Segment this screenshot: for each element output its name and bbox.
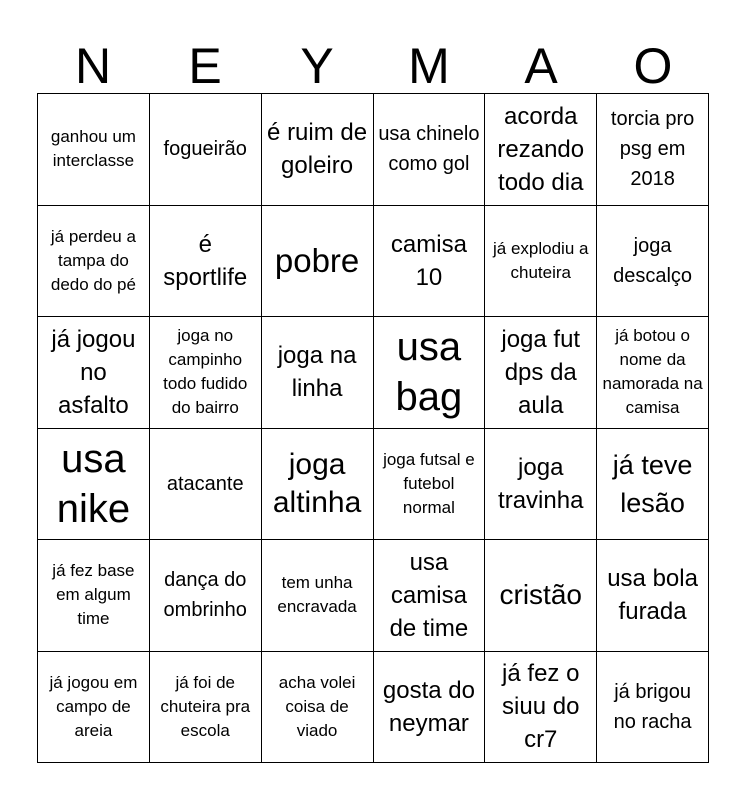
header-letter: A — [524, 38, 558, 94]
cell-text: é sportlife — [163, 230, 248, 291]
bingo-cell — [262, 429, 374, 541]
cell-text: dança do ombrinho — [163, 569, 247, 622]
cell-text: joga na linha — [277, 342, 357, 403]
cell-text: joga descalço — [613, 234, 693, 287]
cell-text: já explodiu a chuteira — [493, 238, 589, 282]
cell-text: joga no campinho todo fudido do bairro — [163, 326, 248, 418]
bingo-cell — [38, 317, 150, 429]
header-letter: M — [408, 38, 450, 94]
cell-text: joga futsal e futebol normal — [383, 449, 475, 517]
bingo-cell — [150, 540, 262, 652]
cell-text: já teve lesão — [612, 449, 693, 518]
bingo-cell — [150, 429, 262, 541]
bingo-cell — [150, 94, 262, 206]
cell-text: torcia pro psg em 2018 — [610, 108, 695, 191]
bingo-cell — [485, 652, 597, 764]
bingo-cell — [262, 652, 374, 764]
bingo-cell — [597, 206, 709, 318]
cell-text: pobre — [274, 241, 360, 279]
cell-text: já jogou em campo de areia — [49, 672, 138, 740]
bingo-cell — [485, 94, 597, 206]
bingo-cell — [374, 206, 486, 318]
bingo-cell — [38, 540, 150, 652]
bingo-cell — [150, 317, 262, 429]
cell-text: já perdeu a tampa do dedo do pé — [50, 226, 136, 294]
bingo-cell — [597, 540, 709, 652]
cell-text: já botou o nome da namorada na camisa — [602, 326, 703, 418]
bingo-cell — [597, 652, 709, 764]
cell-text: já jogou no asfalto — [51, 325, 136, 419]
bingo-cell — [374, 94, 486, 206]
bingo-cell — [374, 540, 486, 652]
cell-text: atacante — [166, 472, 244, 495]
header-letter: O — [633, 38, 673, 94]
cell-text: usa nike — [56, 436, 131, 531]
cell-text: joga fut dps da aula — [501, 325, 581, 419]
bingo-cell — [597, 94, 709, 206]
bingo-cell — [485, 429, 597, 541]
bingo-cell — [262, 94, 374, 206]
bingo-header — [37, 38, 709, 94]
bingo-cell — [38, 94, 150, 206]
bingo-cell — [374, 317, 486, 429]
bingo-cell — [374, 652, 486, 764]
bingo-cell — [38, 652, 150, 764]
bingo-cell — [38, 429, 150, 541]
header-letter: E — [188, 38, 222, 94]
bingo-cell — [38, 206, 150, 318]
cell-text: ganhou um interclasse — [50, 127, 136, 171]
cell-text: gosta do neymar — [382, 676, 475, 737]
cell-text: usa bola furada — [607, 565, 698, 626]
bingo-grid — [37, 93, 709, 763]
bingo-cell — [597, 317, 709, 429]
cell-text: é ruim de goleiro — [267, 119, 368, 180]
cell-text: joga travinha — [498, 453, 584, 514]
bingo-cell — [374, 429, 486, 541]
bingo-cell — [597, 429, 709, 541]
cell-text: já brigou no racha — [613, 680, 692, 733]
bingo-cell — [262, 206, 374, 318]
header-letter: N — [74, 38, 112, 94]
cell-text: fogueirão — [163, 138, 247, 161]
cell-text: usa bag — [395, 325, 463, 420]
cell-text: usa chinelo como gol — [378, 123, 480, 176]
header-letter: Y — [300, 38, 334, 94]
cell-text: já fez base em algum time — [52, 561, 135, 629]
bingo-cell — [262, 317, 374, 429]
bingo-cell — [150, 206, 262, 318]
bingo-cell — [262, 540, 374, 652]
cell-text: já fez o siuu do cr7 — [502, 660, 580, 754]
cell-text: acorda rezando todo dia — [497, 102, 585, 196]
bingo-cell — [485, 206, 597, 318]
bingo-cell — [485, 540, 597, 652]
cell-text: joga altinha — [272, 447, 362, 519]
cell-text: camisa 10 — [390, 230, 467, 291]
cell-text: tem unha encravada — [277, 573, 357, 617]
cell-text: cristão — [499, 579, 582, 611]
cell-text: usa camisa de time — [389, 548, 469, 642]
bingo-cell — [485, 317, 597, 429]
cell-text: acha volei coisa de viado — [278, 672, 356, 740]
bingo-cell — [150, 652, 262, 764]
cell-text: já foi de chuteira pra escola — [160, 672, 251, 740]
